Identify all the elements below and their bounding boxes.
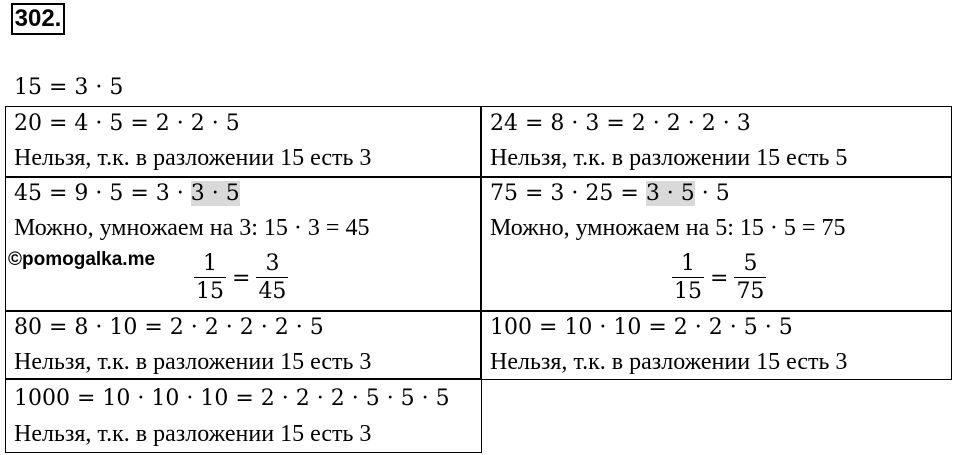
text-24: Нельзя, т.к. в разложении 15 есть 5 [490,145,848,171]
fraction-equation-75: $\frac{1}{15}$ = $\frac{5}{75}$ [674,251,765,304]
intro-factorization: 15 = 3 · 5 [14,75,124,100]
expr-24: 24 = 8 · 3 = 2 · 2 · 2 · 3 [490,111,751,136]
expr-45: 45 = 9 · 5 = 3 · 3 · 5 [14,181,240,206]
text-75: Можно, умножаем на 5: 15 · 5 = 75 [490,215,846,241]
highlight: 3 · 5 [190,181,240,206]
expr-80: 80 = 8 · 10 = 2 · 2 · 2 · 2 · 5 [14,315,324,340]
expr-20: 20 = 4 · 5 = 2 · 2 · 5 [14,111,240,136]
text-20: Нельзя, т.к. в разложении 15 есть 3 [14,145,372,171]
text-1000: Нельзя, т.к. в разложении 15 есть 3 [14,421,372,447]
expr-100: 100 = 10 · 10 = 2 · 2 · 5 · 5 [490,315,793,340]
text-80: Нельзя, т.к. в разложении 15 есть 3 [14,349,372,375]
fraction-equation-45: $\frac{1}{15}$ = $\frac{3}{45}$ [196,251,287,304]
expr-75: 75 = 3 · 25 = 3 · 5 · 5 [490,181,730,206]
highlight: 3 · 5 [645,181,695,206]
problem-number: 302. [11,3,65,35]
expr-1000: 1000 = 10 · 10 · 10 = 2 · 2 · 2 · 5 · 5 · 5 [14,386,450,411]
text-45: Можно, умножаем на 3: 15 · 3 = 45 [14,215,370,241]
text-100: Нельзя, т.к. в разложении 15 есть 3 [490,349,848,375]
watermark: ©pomogalka.me [8,249,156,270]
